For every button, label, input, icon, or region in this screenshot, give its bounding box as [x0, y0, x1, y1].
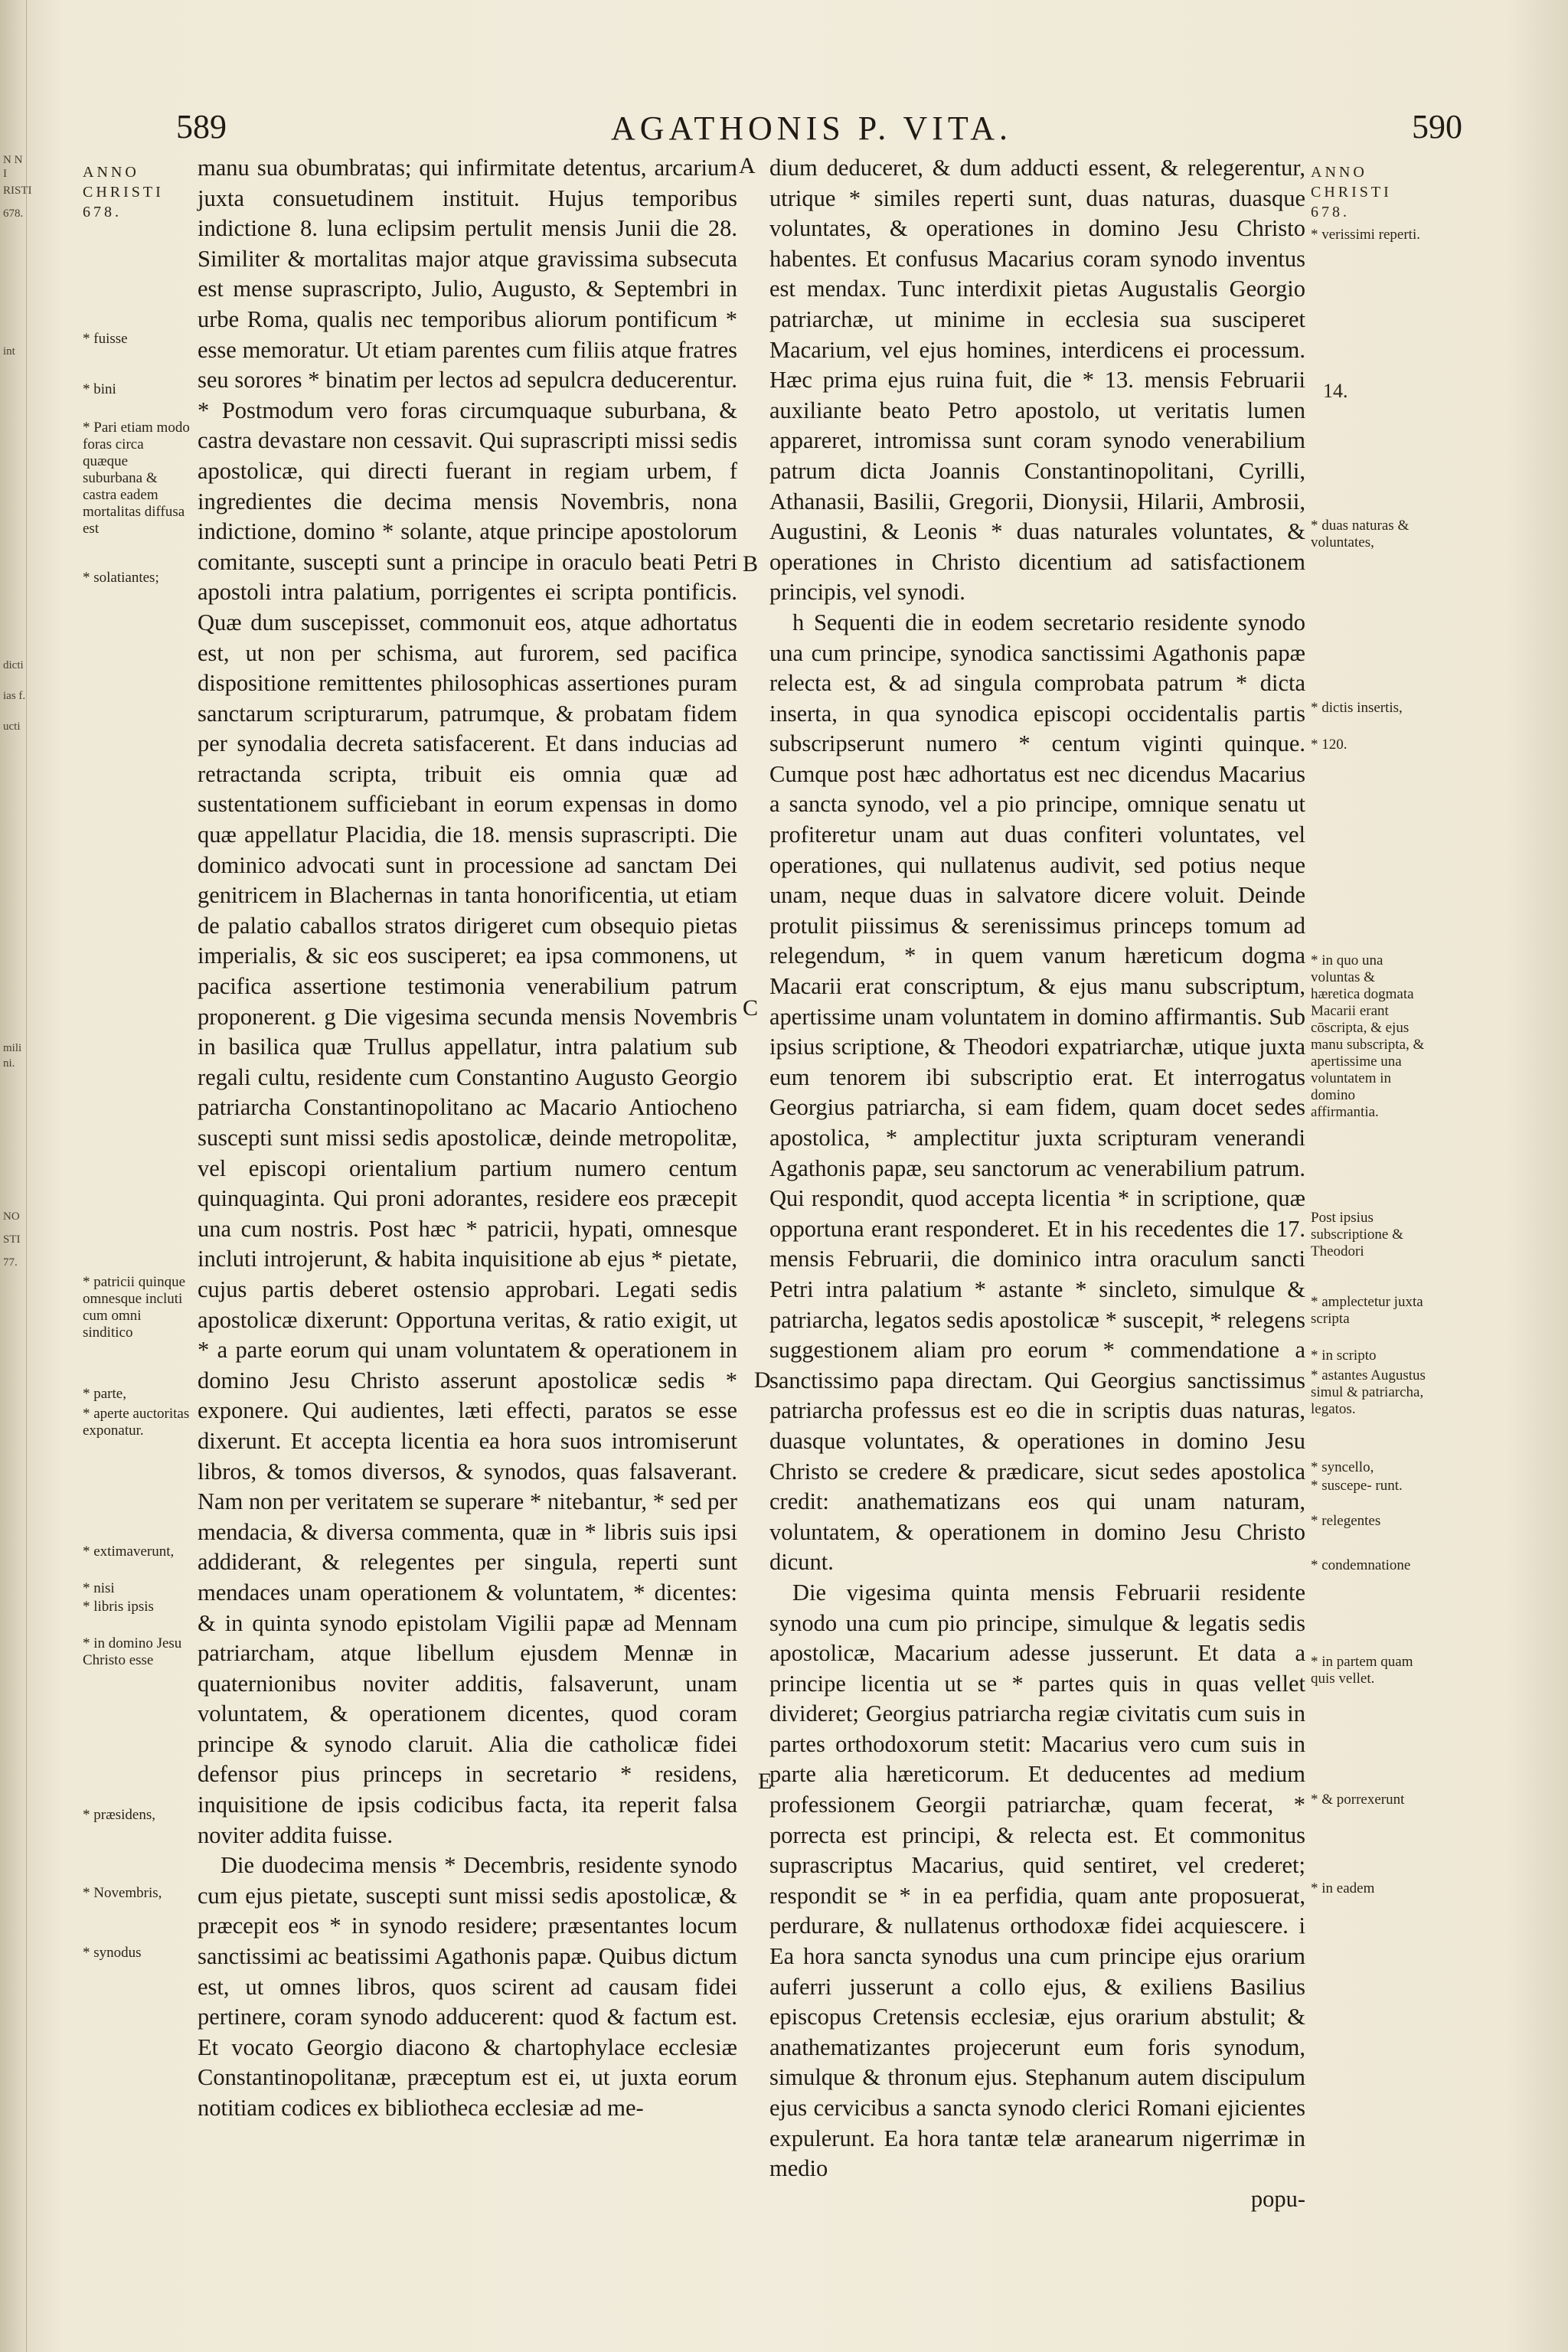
gutter-fragment: 77.	[3, 1256, 18, 1269]
page-number-right: 590	[1412, 108, 1462, 145]
right-text-column	[769, 153, 1305, 2214]
left-sidenote: * nisi	[83, 1580, 115, 1596]
right-sidenote: * & porrexerunt	[1311, 1792, 1405, 1808]
gutter-fragment: 678.	[3, 207, 24, 220]
gutter-fragment: dicti	[3, 659, 24, 671]
right-sidenote: * in scripto	[1311, 1348, 1377, 1364]
body-paragraph: Die vigesima quinta mensis Februarii residente synodo una cum pio principe, simulque & legatis sedis apostolicæ, Macarium adesse jusserunt. Et data a principe licentia ut se * partes quis in quas vellet divideret; Georgius patriarcha regiæ civitatis cum suis in partes orthodoxorum stetit: Macarius vero cum suis in parte alia hæreticorum. Et deducentes ad medium professionem Georgii patriarchæ, quam fecerat, * porrecta est principi, & relecta est. Et commonitus suprascriptus Macarius, quid sentiret, vel crederet; respondit se * in ea perfidia, quam ante proposuerat, perdurare, & nullatenus orthodoxæ fidei acquiescere. i Ea hora sancta synodus una cum principe ejus orarium auferri jusserunt a collo ejus, & exiliens Basilius episcopus Cretensis ecclesiæ, ejus orarium abstulit; & anathematizantes projecerunt eum foris synodum, simulque & thronum ejus. Stephanum autem discipulum ejus cervicibus a sancta synodo clerici Romani ejicientes expulerunt. Ea hora tantæ telæ aranearum nigerrimæ in medio	[769, 1579, 1305, 2182]
right-sidenote: * in partem quam quis vellet.	[1311, 1654, 1413, 1687]
right-sidenote: * condemnatione	[1311, 1557, 1411, 1573]
right-sidenote: * astantes Augustus simul & patriarcha, legatos.	[1311, 1367, 1426, 1417]
left-sidenote: * libris ipsis	[83, 1599, 154, 1615]
right-sidenote: * amplectetur juxta scripta	[1311, 1294, 1423, 1327]
anno-label: ANNO	[83, 164, 139, 181]
gutter-fragment: STI	[3, 1233, 21, 1246]
left-sidenote: * extimaverunt,	[83, 1544, 175, 1560]
body-paragraph: Die duodecima mensis * Decembris, residente synodo cum ejus pietate, suscepti sunt missi sedis apostolicæ, & præcepit eos * in synodo residere; præsentantes locum sanctissimi ac beatissimi Agathonis papæ. Quibus dictum est, ut omnes libros, quos scirent ad causam fidei pertinere, coram synodo adducerent: quod & factum est. Et vocato Georgio diacono & chartophylace ecclesiæ Constantinopolitanæ, præceptum est ei, ut juxta eorum notitiam codices ex bibliotheca ecclesiæ ad me-	[198, 1852, 737, 2121]
right-sidenote: * in eadem	[1311, 1880, 1375, 1896]
christi-label: CHRISTI	[1311, 184, 1392, 201]
left-sidenote: * in domino Jesu Christo esse	[83, 1635, 182, 1668]
section-mark: E	[758, 1769, 773, 1794]
right-anno-block	[1311, 164, 1426, 224]
gutter-fragment: mili	[3, 1042, 22, 1054]
year-label: 678.	[83, 204, 122, 220]
left-sidenote: * Pari etiam modo foras circa quæque suburbana & castra eadem mortalitas diffusa est	[83, 420, 190, 537]
gutter-fragment: N N I	[3, 154, 23, 180]
gutter-fragment: NO	[3, 1210, 20, 1223]
left-sidenote: * Novembris,	[83, 1885, 162, 1901]
body-paragraph: manu sua obumbratas; qui infirmitate detentus, arcarium juxta consuetudinem instituit. Hujus temporibus indictione 8. luna eclipsim pertulit mensis Junii die 28. Similiter & mortalitas major atque gravissima subsecuta est mense suprascripto, Julio, Augusto, & Septembri in urbe Roma, qualis nec temporibus aliorum pontificum * esse memoratur. Ut etiam parentes cum filiis atque fratres seu sorores * binatim per lectos ad sepulcra deducerentur. * Postmodum vero foras circumquaque suburbana, & castra devastare non cessavit. Qui suprascripti missi sedis apostolicæ, qui directi fuerant in regiam urbem, f ingredientes die decima mensis Novembris, nona indictione, domino * solante, atque principe apostolorum comitante, suscepti sunt a principe in oraculo beati Petri apostoli intra palatium, porrigentes ei scripta pontificis. Quæ dum suscepisset, commonuit eos, atque adhortatus est, ut non per schisma, aut furorem, sed pacifica dispositione remittentes philosophicas assertiones puram sanctarum scripturarum, patrumque, & probatam fidem per synodalia decreta satisfacerent. Et dans inducias ad retractanda scripta, tribuit eis omnia quæ ad sustentationem sufficiebant in eorum expensas in domo quæ appellatur Placidia, die 18. mensis suprascripti. Die dominico advocati sunt in processione ad sanctam Dei genitricem in Blachernas in tanta honorificentia, ut etiam de palatio caballos stratos dirigeret cum obsequio pietas imperialis, & sic eos susciperet; ea ipsa commonens, ut pacifica assertione testimonia venerabilium patrum proponerent. g Die vigesima secunda mensis Novembris in basilica quæ Trullus appellatur, intra palatium sub regali cultu, residente cum Constantino Augusto Georgio patriarcha Constantinopolitano ac Macario Antiocheno suscepti sunt missi sedis apostolicæ, deinde metropolitæ, vel episcopi orientalium partium numero centum quinquaginta. Qui proni adorantes, residere eos præcepit una cum nostris. Post hæc * patricii, hypati, omnesque incluti introjerunt, & habita inquisitione ab ejus * pietate, cujus partis deberet ostensio approbari. Legati sedis apostolicæ dixerunt: Opportuna veritas, & ratio exigit, ut * a parte eorum qui unam voluntatem & operationem in domino Jesu Christo asserunt apostolicæ sedis * exponere. Qui audientes, læti effecti, paratos se esse dixerunt. Et accepta licentia ea hora suos intromiserunt libros, & tomos diversos, & synodos, quas falsaverant. Nam non per veritatem se superare * nitebantur, * sed per mendacia, & diversa commenta, quæ in * libris suis ipsi addiderant, & relegentes per singula, reperti sunt mendaces unam operationem & voluntatem, * dicentes: & in quinta synodo epistolam Vigilii papæ ad Mennam patriarcham, atque libellum ejusdem Mennæ in quaternionibus noviter additis, falsaverunt, unam voluntatem, & operationem dicentes, quod coram principe & synodo claruit. Alia die catholicæ fidei defensor pius princeps in secretario * residens, inquisitione de ipsis codicibus facta, ita reperit falsa noviter addita fuisse.	[198, 155, 737, 1848]
body-paragraph: dium deduceret, & dum adducti essent, & relegerentur, utrique * similes reperti sunt, duas naturas, duasque voluntates, & operationes in domino Jesu Christo habentes. Et confusus Macarius coram synodo inventus est mendax. Tunc interdixit pietas Augustalis Georgio patriarchæ, ut minime in ecclesia sua susciperet Macarium, vel ejus homines, interdicens ei processum. Hæc prima ejus ruina fuit, die * 13. mensis Februarii auxiliante beato Petro apostolo, ut veritatis lumen appareret, intromissa sunt coram synodo venerabilium patrum dicta Joannis Constantinopolitani, Cyrilli, Athanasii, Basilii, Gregorii, Dionysii, Hilarii, Ambrosii, Augustini, & Leonis * duas naturales voluntates, & operationes in Christo dicentium ad satisfactionem principis, vel synodi.	[769, 155, 1305, 606]
right-sidenote: * relegentes	[1311, 1513, 1381, 1529]
right-sidenote: * in quo una voluntas & hæretica dogmata Macarii erant cōscripta, & ejus manu subscripta, & apertissime una voluntatem in domino affirmantia.	[1311, 952, 1425, 1120]
right-sidenote: Post ipsius subscriptione & Theodori	[1311, 1210, 1403, 1259]
section-mark: 14.	[1323, 380, 1348, 402]
left-sidenote: * præsidens,	[83, 1807, 155, 1823]
gutter-fragment: ias f.	[3, 690, 26, 702]
section-mark: A	[739, 153, 756, 178]
body-paragraph: h Sequenti die in eodem secretario residente synodo una cum principe, synodica sanctissimi Agathonis papæ relecta est, & ad singula comprobata patrum * dicta inserta, in qua synodica episcopi occidentalis partis subscripserunt numero * centum viginti quinque. Cumque post hæc adhortatus est nec dicendus Macarius a sancta synodo, vel a pio principe, omnique senatu ut profiteretur unam aut duas confiteri voluntates, vel operationes, qui nullatenus audivit, sed potius neque unam, neque duas in salvatore dicere voluit. Deinde protulit piissimus & serenissimus princeps tomum ad relegendum, * in quem vanum hæreticum dogma Macarii erat conscriptum, & ejus manu subscriptum, apertissime unam voluntatem in domino affirmantis. Sub ipsius scriptione, & Theodori expatriarchæ, utique juxta eum tenorem ibi subscriptio erat. Et interrogatus Georgius patriarcha, si eam fidem, quam docet sedes apostolica, * amplectitur juxta scripturam venerandi Agathonis papæ, seu sanctorum ac venerabilium patrum. Qui respondit, quod accepta licentia * in scriptione, quæ opportuna erant responderet. Et in his recedentes die 17. mensis Februarii, die dominico intra oraculum sancti Petri intra palatium * astante * sincleto, simulque & patriarcha, legatos sedis apostolicæ * suscepit, * relegens suggestionem aliam pro eorum * commendatione a sanctissimo papa directam. Qui Georgius sanctissimus patriarcha professus est eo die in scriptis duas naturas, duasque voluntates, & operationes in domino Jesu Christo se credere & prædicare, sicut sedes apostolica credit: anathematizans eos qui unam naturam, voluntatem, & operationem in domino Jesu Christo dicunt.	[769, 609, 1305, 1576]
anno-label: ANNO	[1311, 164, 1367, 181]
running-title: AGATHONIS P. VITA.	[610, 109, 1013, 147]
left-sidenote: * solatiantes;	[83, 570, 159, 586]
section-mark: B	[743, 551, 759, 577]
right-sidenote: * 120.	[1311, 737, 1348, 753]
right-sidenote: * duas naturas & voluntates,	[1311, 518, 1410, 550]
page-number-left: 589	[176, 108, 227, 145]
gutter-fragment: ucti	[3, 720, 21, 733]
christi-label: CHRISTI	[83, 184, 164, 201]
right-sidenote: * dictis insertis,	[1311, 700, 1403, 716]
year-label: 678.	[1311, 204, 1350, 220]
left-sidenote: * patricii quinque omnesque incluti cum omni sinditico	[83, 1274, 186, 1341]
catchword: popu-	[1250, 2185, 1305, 2212]
left-anno-block	[83, 164, 190, 224]
right-sidenote: * verissimi reperti.	[1311, 227, 1420, 243]
gutter-fragment: ni.	[3, 1057, 15, 1070]
gutter-fragment: RISTI	[3, 185, 32, 197]
right-sidenote: * syncello,	[1311, 1459, 1374, 1475]
gutter-fragment: int	[3, 345, 15, 358]
left-sidenote: * bini	[83, 381, 116, 397]
left-sidenote: * aperte auctoritas exponatur.	[83, 1406, 190, 1439]
left-sidenote: * synodus	[83, 1945, 142, 1961]
section-mark: C	[743, 995, 759, 1021]
section-mark: D	[754, 1367, 771, 1393]
previous-page-edge	[0, 0, 32, 2352]
left-sidenote: * fuisse	[83, 331, 128, 347]
right-sidenote: * suscepe- runt.	[1311, 1478, 1403, 1494]
left-sidenote: * parte,	[83, 1386, 126, 1402]
left-text-column	[198, 153, 737, 2124]
